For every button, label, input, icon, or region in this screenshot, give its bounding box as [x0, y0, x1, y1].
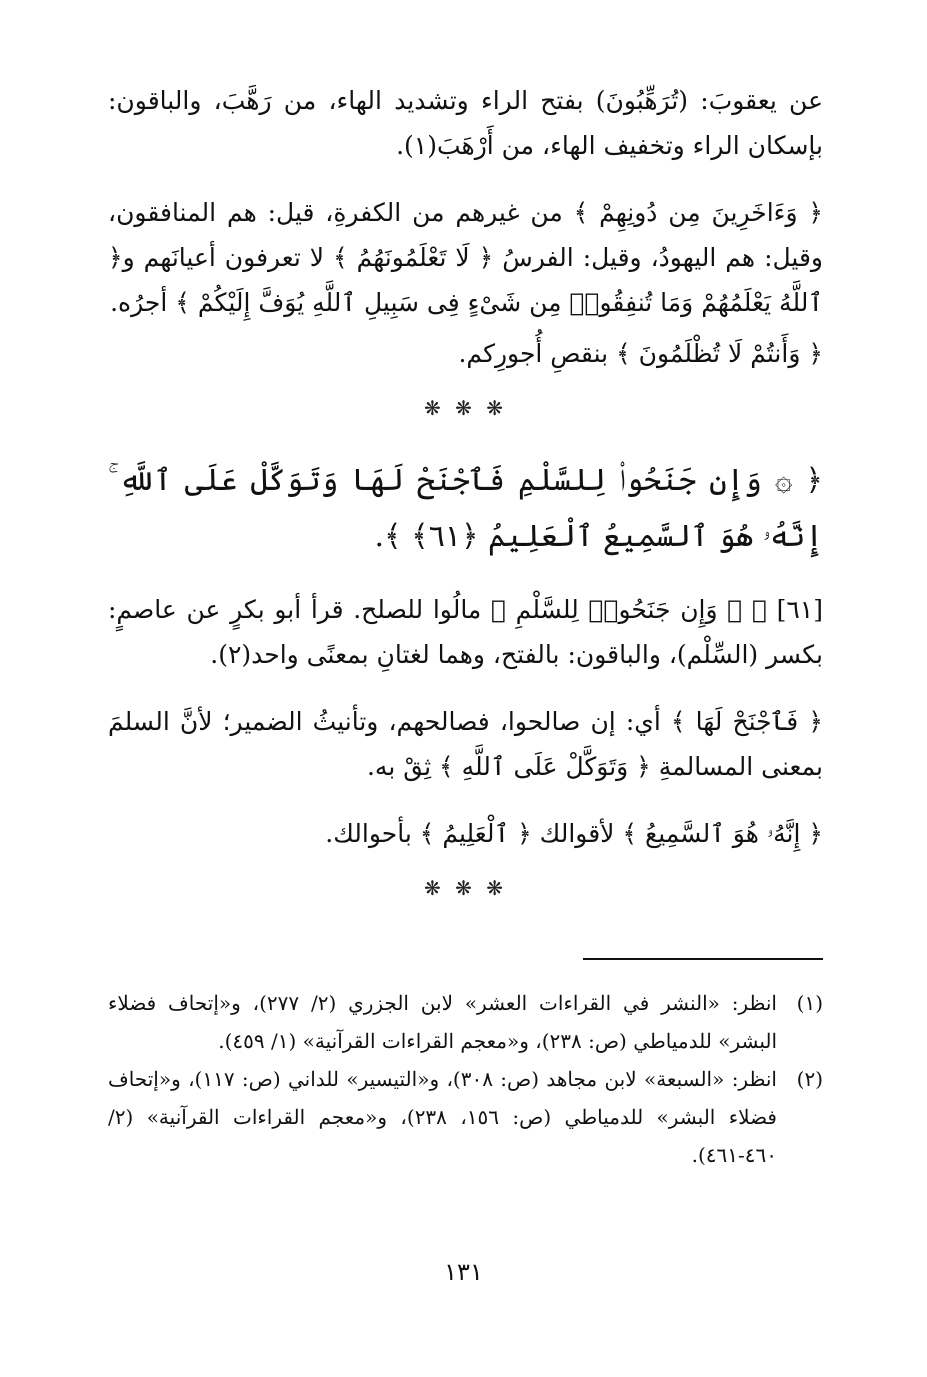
paragraph-3: ﴿ وَأَنتُمْ لَا تُظْلَمُونَ ﴾ بنقصِ أُجورِكم. [458, 339, 823, 368]
footnote-divider [583, 958, 823, 960]
footnotes [108, 984, 823, 1174]
footnote-1 [108, 984, 823, 1060]
footnote-number: (٢) [796, 1067, 823, 1091]
paragraph-2: ﴿ وَءَاخَرِينَ مِن دُونِهِمْ ﴾ من غيرهم من الكفرةِ، قيل: هم المنافقون، وقيل: هم اليهودُ، وقيل: الفرسُ ﴿ لَا تَعْلَمُونَهُمُ ﴾ لا تعرفون أعيانَهم و﴿ ٱللَّهُ يَعْلَمُهُمْ وَمَا تُنفِقُوا۟ مِن شَىْءٍ فِى سَبِيلِ ٱللَّهِ يُوَفَّ إِلَيْكُمْ ﴾ أجرُه. [108, 198, 823, 317]
paragraph-4: [٦١] ﴿ ۞ وَإِن جَنَحُوا۟ لِلسَّلْمِ ﴾ مالُوا للصلح. قرأ أبو بكرٍ عن عاصمٍ: بكسر (السِّلْم)، والباقون: بالفتح، وهما لغتانِ بمعنًى واحد(٢). [108, 595, 823, 669]
section-separator-2: ❋ ❋ ❋ [424, 876, 507, 900]
footnote-2 [108, 1060, 823, 1174]
footnote-number: (١) [796, 991, 823, 1015]
footnote-text: انظر: «النشر في القراءات العشر» لابن الجزري (٢/ ٢٧٧)، و«إتحاف فضلاء البشر» للدمياطي (ص: ٢٣٨)، و«معجم القراءات القرآنية» (١/ ٤٥٩). [108, 991, 777, 1053]
paragraph-6: ﴿ إِنَّهُۥ هُوَ ٱلسَّمِيعُ ﴾ لأقوالك ﴿ ٱلْعَلِيمُ ﴾ بأحوالك. [325, 819, 823, 848]
section-separator-1: ❋ ❋ ❋ [424, 396, 507, 420]
quran-verse-61: ﴿ ۞ وَإِن جَنَحُوا۟ لِلسَّلْمِ فَٱجْنَحْ لَهَا وَتَوَكَّلْ عَلَى ٱللَّهِ ۚ إِنَّهُۥ هُوَ ٱلسَّمِيعُ ٱلْعَلِيمُ ﴿٦١﴾ ﴾. [108, 463, 823, 554]
footnote-text: انظر: «السبعة» لابن مجاهد (ص: ٣٠٨)، و«التيسير» للداني (ص: ١١٧)، و«إتحاف فضلاء البشر» للدمياطي (ص: ١٥٦، ٢٣٨)، و«معجم القراءات القرآنية» (٢/ ٤٦٠-٤٦١). [108, 1067, 777, 1167]
paragraph-5: ﴿ فَٱجْنَحْ لَهَا ﴾ أي: إن صالحوا، فصالحهم، وتأنيثُ الضمير؛ لأنَّ السلمَ بمعنى المسالمةِ ﴿ وَتَوَكَّلْ عَلَى ٱللَّهِ ﴾ ثِقْ به. [108, 707, 823, 781]
main-text [108, 78, 823, 933]
page-number: ١٣١ [444, 1258, 483, 1286]
paragraph-1: عن يعقوبَ: (تُرَهِّبُونَ) بفتح الراء وتشديد الهاء، من رَهَّبَ، والباقون: بإسكان الراء وتخفيف الهاء، من أَرْهَبَ(١). [108, 86, 823, 160]
